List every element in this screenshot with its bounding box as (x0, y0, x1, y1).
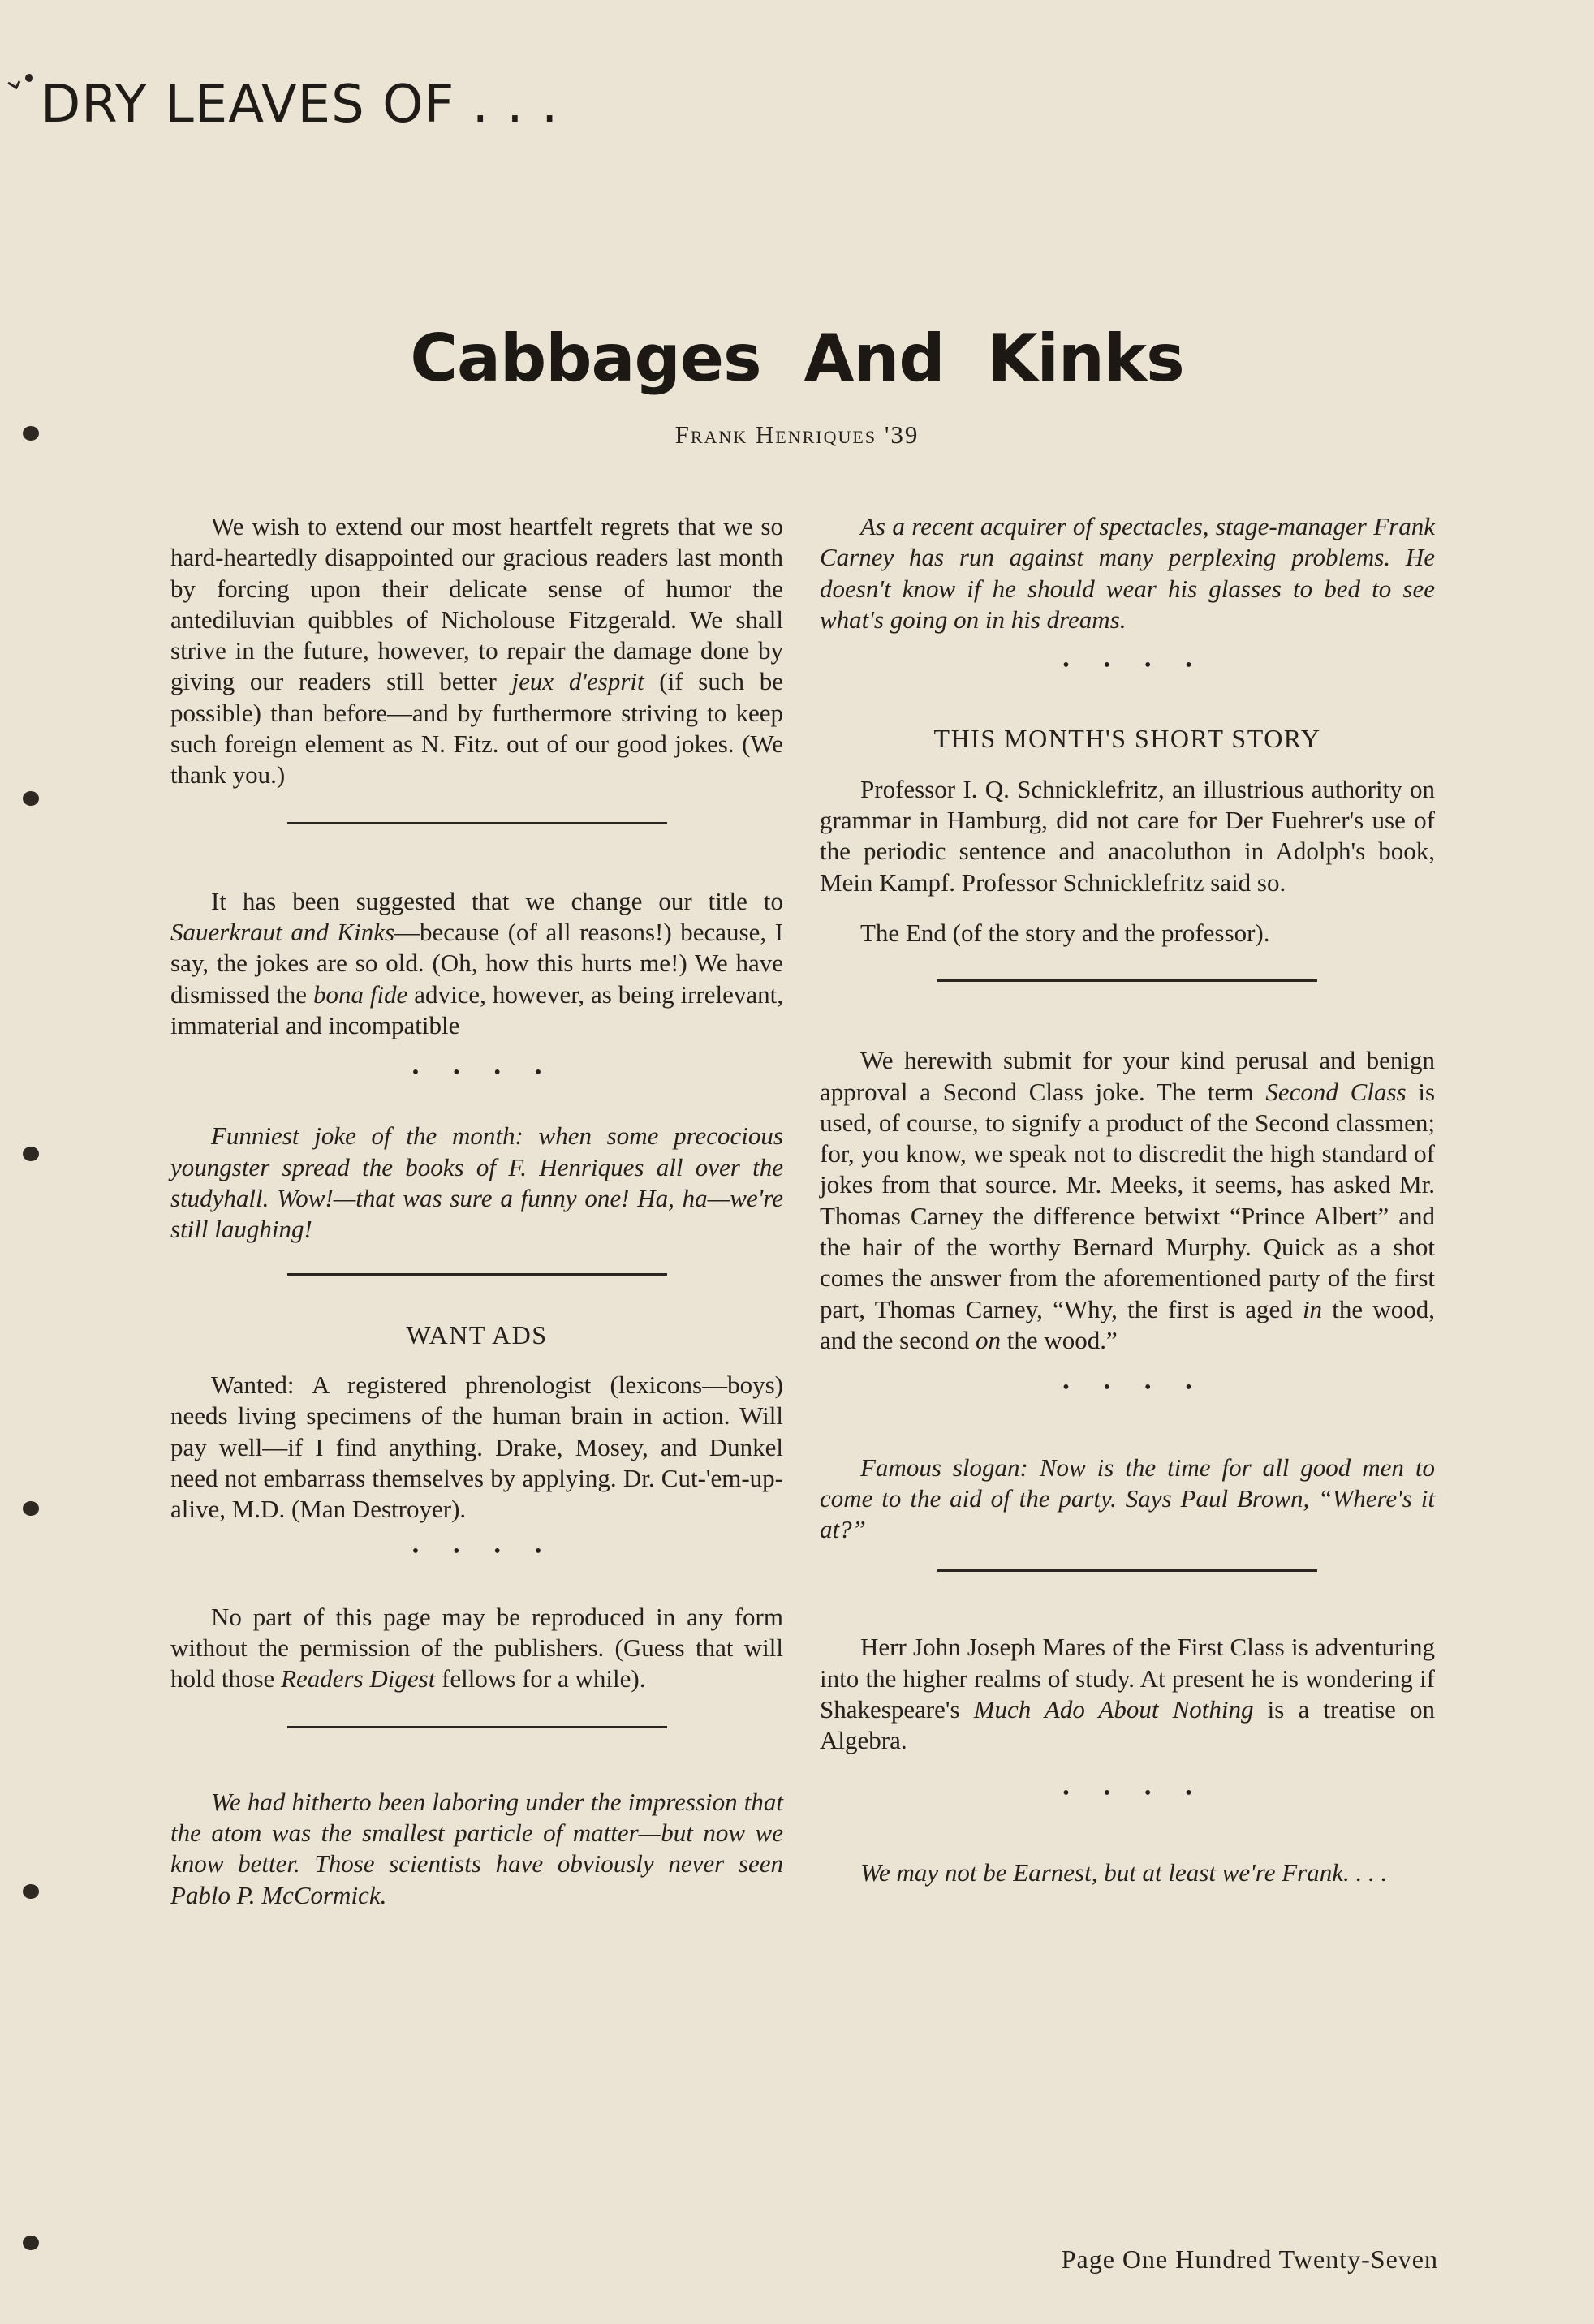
section-header: DRY LEAVES OF . . . (41, 75, 559, 135)
paragraph-atom: We had hitherto been laboring under the impression that the atom was the smallest particle of matter—but now we know better. Those scientists have obviously never seen Pablo P. McCormick. (170, 1787, 783, 1909)
binding-hole-icon (23, 2236, 39, 2250)
left-column (170, 511, 783, 1911)
short-story-heading: THIS MONTH'S SHORT STORY (933, 724, 1321, 754)
paragraph-the-end: The End (of the story and the professor). (860, 918, 1270, 947)
star-divider: • • • • (411, 1062, 557, 1084)
binding-hole-icon (23, 1147, 39, 1161)
paragraph-apology: We wish to extend our most heartfelt regrets that we so hard-heartedly disappointed our gracious readers last month by forcing upon their delicate sense of humor the antediluvian quibbles of Nicholouse Fitzgerald. We shall strive in the future, however, to repair the damage done by giving our readers still better jeux d'esprit (if such be possible) than before—and by furthermore striving to keep such foreign element as N. Fitz. out of our good jokes. (We thank you.) (170, 512, 784, 790)
paragraph-copyright-joke: No part of this page may be reproduced in any form without the permission of the publishers. (Guess that will hold those Readers Digest fellows for a while). (170, 1602, 783, 1694)
star-divider: • • • • (1062, 655, 1207, 677)
paragraph-title-suggestion: It has been suggested that we change our title to Sauerkraut and Kinks—because (of all reasons!) because, I say, the jokes are so old. (Oh, how this hurts me!) We have dismissed the bona fide advice, however, as being irrelevant, immaterial and incompatible (170, 886, 783, 1039)
paragraph-spectacles: As a recent acquirer of spectacles, stage-manager Frank Carney has run against many perplexing problems. He doesn't know if he should wear his glasses to bed to see what's going on in his dreams. (820, 512, 1435, 634)
star-divider: • • • • (1062, 1377, 1207, 1399)
binding-hole-icon (23, 1884, 39, 1899)
paragraph-earnest-frank: We may not be Earnest, but at least we're Frank. . . . (860, 1857, 1388, 1887)
right-column (820, 511, 1435, 1888)
want-ads-heading: WANT ADS (406, 1319, 548, 1349)
page-number: Page One Hundred Twenty-Seven (1061, 2244, 1438, 2274)
paragraph-want-ad: Wanted: A registered phrenologist (lexicons—boys) needs living specimens of the human brain in action. Will pay well—if I find anything. Drake, Mosey, and Dunkel need not embarrass themselves by applying. Dr. Cut-'em-up-alive, M.D. (Man Destroyer). (170, 1370, 783, 1524)
binding-hole-icon (23, 1501, 39, 1516)
paragraph-short-story: Professor I. Q. Schnicklefritz, an illustrious authority on grammar in Hamburg, did not care for Der Fuehrer's use of the periodic sentence and anacoluthon in Adolph's book, Mein Kampf. Professor Schnicklefritz said so. (820, 774, 1435, 897)
paragraph-herr-mares: Herr John Joseph Mares of the First Class is adventuring into the higher realms of study. At present he is wondering if Shakespeare's Much Ado About Nothing is a treatise on Algebra. (820, 1633, 1435, 1755)
binding-hole-icon (23, 791, 39, 806)
ink-mark-icon (6, 71, 36, 96)
star-divider: • • • • (1062, 1782, 1207, 1804)
byline: Frank Henriques '39 (674, 420, 920, 449)
paragraph-famous-slogan: Famous slogan: Now is the time for all good men to come to the aid of the party. Says Paul Brown, “Where's it at?” (820, 1452, 1435, 1544)
article-title: Cabbages And Kinks (410, 321, 1184, 396)
paragraph-funniest-joke: Funniest joke of the month: when some precocious youngster spread the books of F. Henriques all over the studyhall. Wow!—that was sure a funny one! Ha, ha—we're still laughing! (170, 1121, 783, 1244)
star-divider: • • • • (411, 1541, 557, 1563)
paragraph-second-class-joke: We herewith submit for your kind perusal and benign approval a Second Class joke. The term Second Class is used, of course, to signify a product of the Second classmen; for, you know, we speak not to discredit the high standard of jokes from that source. Mr. Meeks, it seems, has asked Mr. Thomas Carney the difference betwixt “Prince Albert” and the hair of the worthy Bernard Murphy. Quick as a shot comes the answer from the aforementioned party of the first part, Thomas Carney, “Why, the first is aged in the wood, and the second on the wood.” (820, 1046, 1436, 1354)
